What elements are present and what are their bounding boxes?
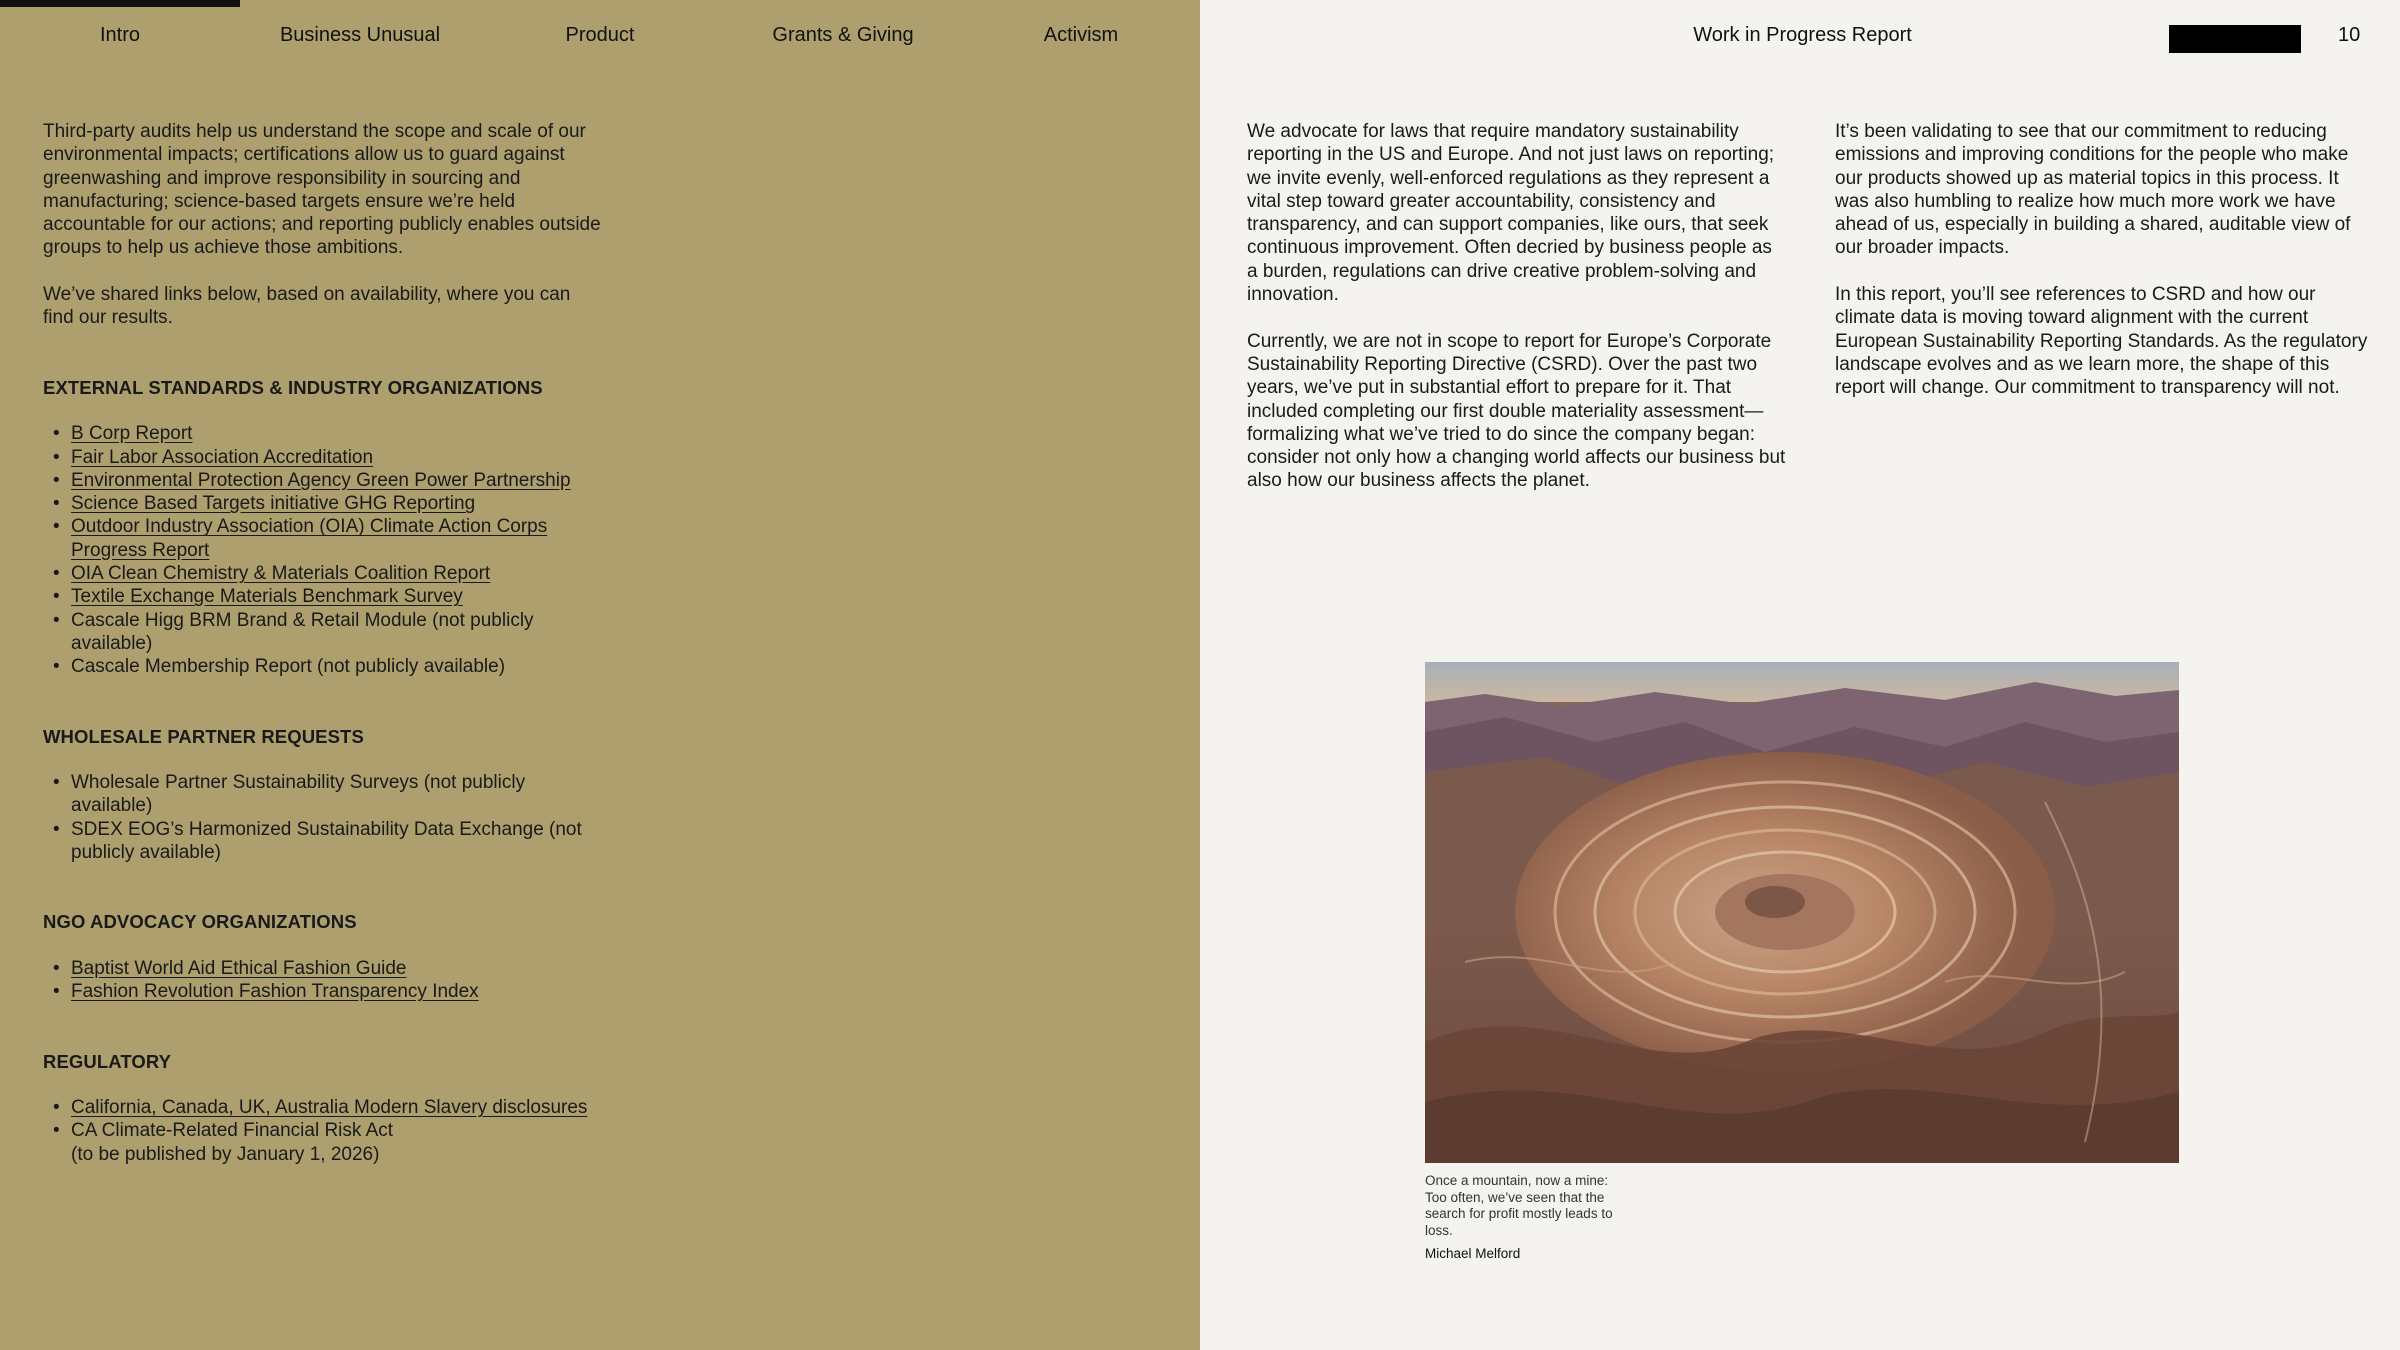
ca-climate-act-subtext: (to be published by January 1, 2026) — [71, 1143, 380, 1165]
section-heading-external-standards: EXTERNAL STANDARDS & INDUSTRY ORGANIZATIONS — [43, 376, 543, 398]
right-column — [1835, 120, 2375, 423]
left-column — [43, 120, 603, 1166]
oia-clean-chemistry-link[interactable]: OIA Clean Chemistry & Materials Coalition Report — [71, 563, 491, 585]
list-item — [43, 957, 603, 980]
list-item — [43, 515, 603, 562]
list-item — [43, 422, 603, 445]
advocacy-paragraph: We advocate for laws that require mandatory sustainability reporting in the US and Europe. And not just laws on reporting; we invite evenly, well-enforced regulations as they represent a vital step toward greater accountability, consistency and transparency, and can support companies, like ours, that seek continuous improvement. Often decried by business people as a burden, regulations can drive creative problem-solving and innovation. — [1247, 121, 1775, 306]
section-heading-regulatory: REGULATORY — [43, 1050, 172, 1072]
b-corp-report-link[interactable]: B Corp Report — [71, 423, 193, 445]
redacted-block — [2169, 25, 2301, 53]
oia-climate-action-link[interactable]: Outdoor Industry Association (OIA) Climate Action Corps Progress Report — [71, 516, 548, 561]
list-item — [43, 446, 603, 469]
textile-exchange-link[interactable]: Textile Exchange Materials Benchmark Survey — [71, 586, 463, 608]
page-number: 10 — [2338, 24, 2361, 46]
list-item — [43, 585, 603, 608]
list-item — [43, 818, 603, 865]
list-item — [43, 1119, 603, 1166]
csrd-paragraph: Currently, we are not in scope to report for Europe’s Corporate Sustainability Reporting Directive (CSRD). Over the past two years, we’ve put in substantial effort to prepare for it. That included completing our first double materiality assessment—formalizing what we’ve tried to do since the company began: consider not only how a changing world affects our business but also how our business affects the planet. — [1247, 330, 1786, 492]
sdex-eog-text: SDEX EOG’s Harmonized Sustainability Data Exchange (not publicly available) — [71, 818, 582, 864]
list-item — [43, 1096, 603, 1119]
external-standards-list — [43, 422, 603, 678]
fair-labor-link[interactable]: Fair Labor Association Accreditation — [71, 446, 374, 468]
nav-tab-intro[interactable]: Intro — [99, 24, 141, 46]
ca-climate-act-text: CA Climate-Related Financial Risk Act — [71, 1120, 394, 1142]
regulatory-list — [43, 1096, 603, 1166]
list-item — [43, 609, 603, 656]
links-intro-paragraph: We’ve shared links below, based on availability, where you can find our results. — [43, 284, 571, 329]
esrs-paragraph: In this report, you’ll see references to CSRD and how our climate data is moving toward alignment with the current European Sustainability Reporting Standards. As the regulatory landscape evolves and as we learn more, the shape of this report will change. Our commitment to transparency will not. — [1835, 284, 2368, 399]
modern-slavery-link[interactable]: California, Canada, UK, Australia Modern Slavery disclosures — [71, 1097, 588, 1119]
section-nav — [0, 24, 1200, 54]
wholesale-surveys-text: Wholesale Partner Sustainability Surveys (not publicly available) — [71, 772, 526, 817]
epa-green-power-link[interactable]: Environmental Protection Agency Green Power Partnership — [71, 469, 571, 491]
nav-tab-activism[interactable]: Activism — [1043, 24, 1119, 46]
active-tab-indicator — [0, 0, 240, 7]
mine-aerial-photo — [1425, 662, 2179, 1163]
list-item — [43, 980, 603, 1003]
cascale-membership-text: Cascale Membership Report (not publicly available) — [71, 656, 506, 678]
ngo-list — [43, 957, 603, 1004]
intro-paragraph: Third-party audits help us understand the scope and scale of our environmental impacts; certifications allow us to guard against greenwashing and improve responsibility in sourcing and manufacturing; science-based targets ensure we’re held accountable for our actions; and reporting publicly enables outside groups to help us achieve those ambitions. — [43, 121, 601, 259]
photo-credit: Michael Melford — [1425, 1246, 1521, 1261]
nav-tab-grants-giving[interactable]: Grants & Giving — [772, 24, 914, 46]
nav-tab-business-unusual[interactable]: Business Unusual — [279, 24, 441, 46]
list-item — [43, 655, 603, 678]
list-item — [43, 469, 603, 492]
section-heading-wholesale: WHOLESALE PARTNER REQUESTS — [43, 725, 364, 747]
list-item — [43, 771, 603, 818]
list-item — [43, 492, 603, 515]
photo-caption: Once a mountain, now a mine: Too often, we’ve seen that the search for profit mostly leads to loss. — [1425, 1173, 1613, 1238]
sbti-ghg-link[interactable]: Science Based Targets initiative GHG Reporting — [71, 493, 476, 515]
cascale-higg-text: Cascale Higg BRM Brand & Retail Module (not publicly available) — [71, 609, 534, 654]
list-item — [43, 562, 603, 585]
validation-paragraph: It’s been validating to see that our commitment to reducing emissions and improving conditions for the people who make our products showed up as material topics in this process. It was also humbling to realize how much more work we have ahead of us, especially in building a shared, auditable view of our broader impacts. — [1835, 121, 2351, 259]
wholesale-list — [43, 771, 603, 864]
fashion-revolution-link[interactable]: Fashion Revolution Fashion Transparency Index — [71, 981, 479, 1003]
report-title: Work in Progress Report — [1693, 24, 1912, 46]
middle-column — [1247, 120, 1787, 516]
section-heading-ngo: NGO ADVOCACY ORGANIZATIONS — [43, 911, 357, 933]
baptist-world-aid-link[interactable]: Baptist World Aid Ethical Fashion Guide — [71, 957, 407, 979]
nav-tab-product[interactable]: Product — [565, 24, 635, 46]
